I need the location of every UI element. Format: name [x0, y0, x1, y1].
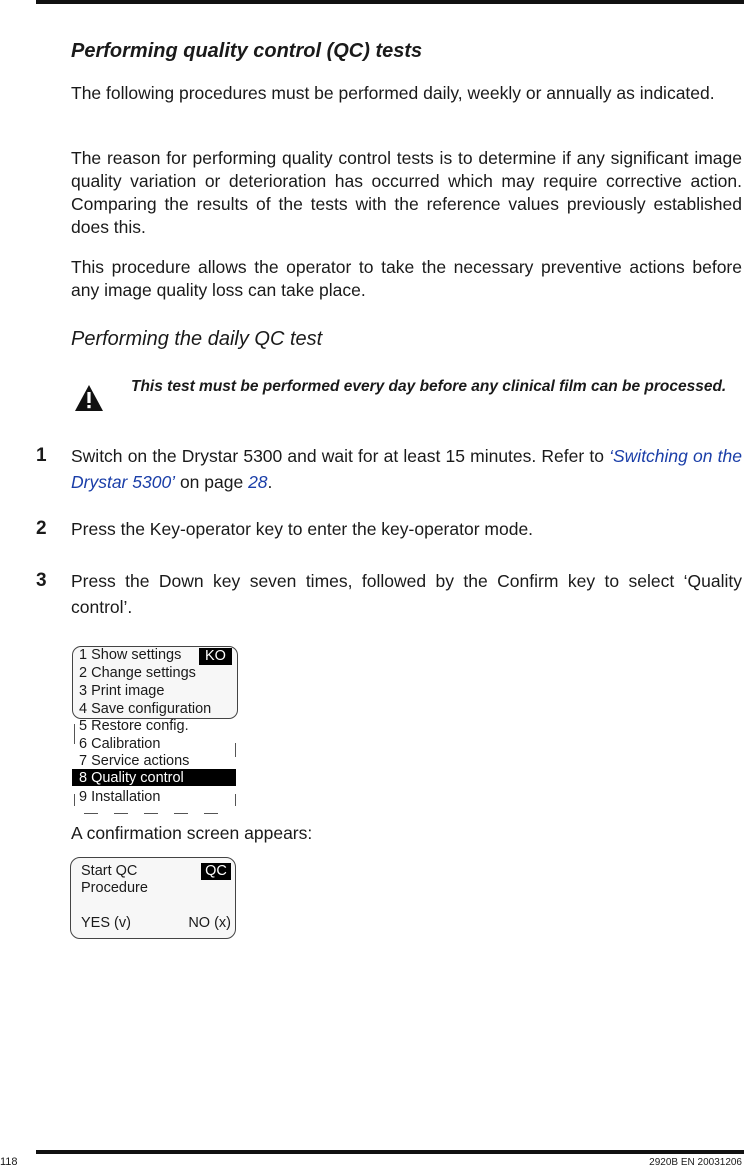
bottom-rule: [36, 1150, 744, 1154]
menu-item: 7 Service actions: [79, 753, 190, 769]
paragraph-2: The reason for performing quality control tests is to determine if any significant image quality variation or deterioration has occurred which may require corrective action. Comparing the results of the tests with the reference values previously established does this.: [71, 148, 742, 237]
step-text-1: [71, 443, 742, 495]
menu-item: 2 Change settings: [79, 665, 196, 681]
menu-item: 3 Print image: [79, 683, 165, 699]
page-link[interactable]: 28: [248, 472, 268, 492]
ko-badge: KO: [199, 648, 232, 665]
step-text-2: Press the Key-operator key to enter the key-operator mode.: [71, 519, 534, 539]
step-1-page-prefix: on page: [175, 472, 249, 492]
scroll-edge: [235, 794, 236, 806]
switching-on-link[interactable]: ‘Switching on the Drystar 5300’: [71, 446, 742, 492]
scroll-edge: [235, 743, 236, 757]
subsection-heading: Performing the daily QC test: [71, 328, 323, 350]
menu-item: 1 Show settings: [79, 647, 182, 663]
dash: [144, 813, 158, 814]
qc-badge: QC: [201, 863, 231, 880]
dash: [84, 813, 98, 814]
page-number: 118: [0, 1156, 18, 1168]
section-heading: Performing quality control (QC) tests: [71, 40, 423, 62]
warning-text: This test must be performed every day before any clinical film can be processed.: [131, 378, 727, 395]
step-number-3: 3: [36, 570, 47, 591]
scroll-edge: [74, 724, 75, 744]
confirmation-screen: [70, 857, 236, 939]
document-id: 2920B EN 20031206: [649, 1157, 742, 1168]
dash: [204, 813, 218, 814]
dash: [174, 813, 188, 814]
warning-icon: [74, 384, 104, 412]
step-number-1: 1: [36, 445, 47, 466]
no-option: NO (x): [188, 915, 231, 931]
step-1-text: Switch on the Drystar 5300 and wait for at least 15 minutes. Refer to: [71, 446, 610, 466]
menu-item: 5 Restore config.: [79, 718, 189, 734]
scroll-edge: [74, 794, 75, 806]
yes-option: YES (v): [81, 915, 131, 931]
confirm-line-1: Start QC: [81, 863, 138, 879]
paragraph-3: This procedure allows the operator to take the necessary preventive actions before any image quality loss can take place.: [71, 257, 742, 300]
menu-item: 6 Calibration: [79, 736, 161, 752]
step-1-end: .: [267, 472, 273, 492]
confirmation-caption: A confirmation screen appears:: [71, 823, 313, 843]
confirm-line-2: Procedure: [81, 880, 148, 896]
paragraph-1: The following procedures must be performed daily, weekly or annually as indicated.: [71, 83, 715, 103]
step-number-2: 2: [36, 518, 47, 539]
dash: [114, 813, 128, 814]
menu-item-selected: 8 Quality control: [79, 770, 184, 786]
step-text-3: Press the Down key seven times, followed by the Confirm key to select ‘Quality control’.: [71, 571, 742, 617]
top-rule: [36, 0, 744, 4]
menu-item: 9 Installation: [79, 789, 161, 805]
menu-item: 4 Save configuration: [79, 701, 212, 717]
key-operator-menu-screen: [72, 642, 240, 820]
